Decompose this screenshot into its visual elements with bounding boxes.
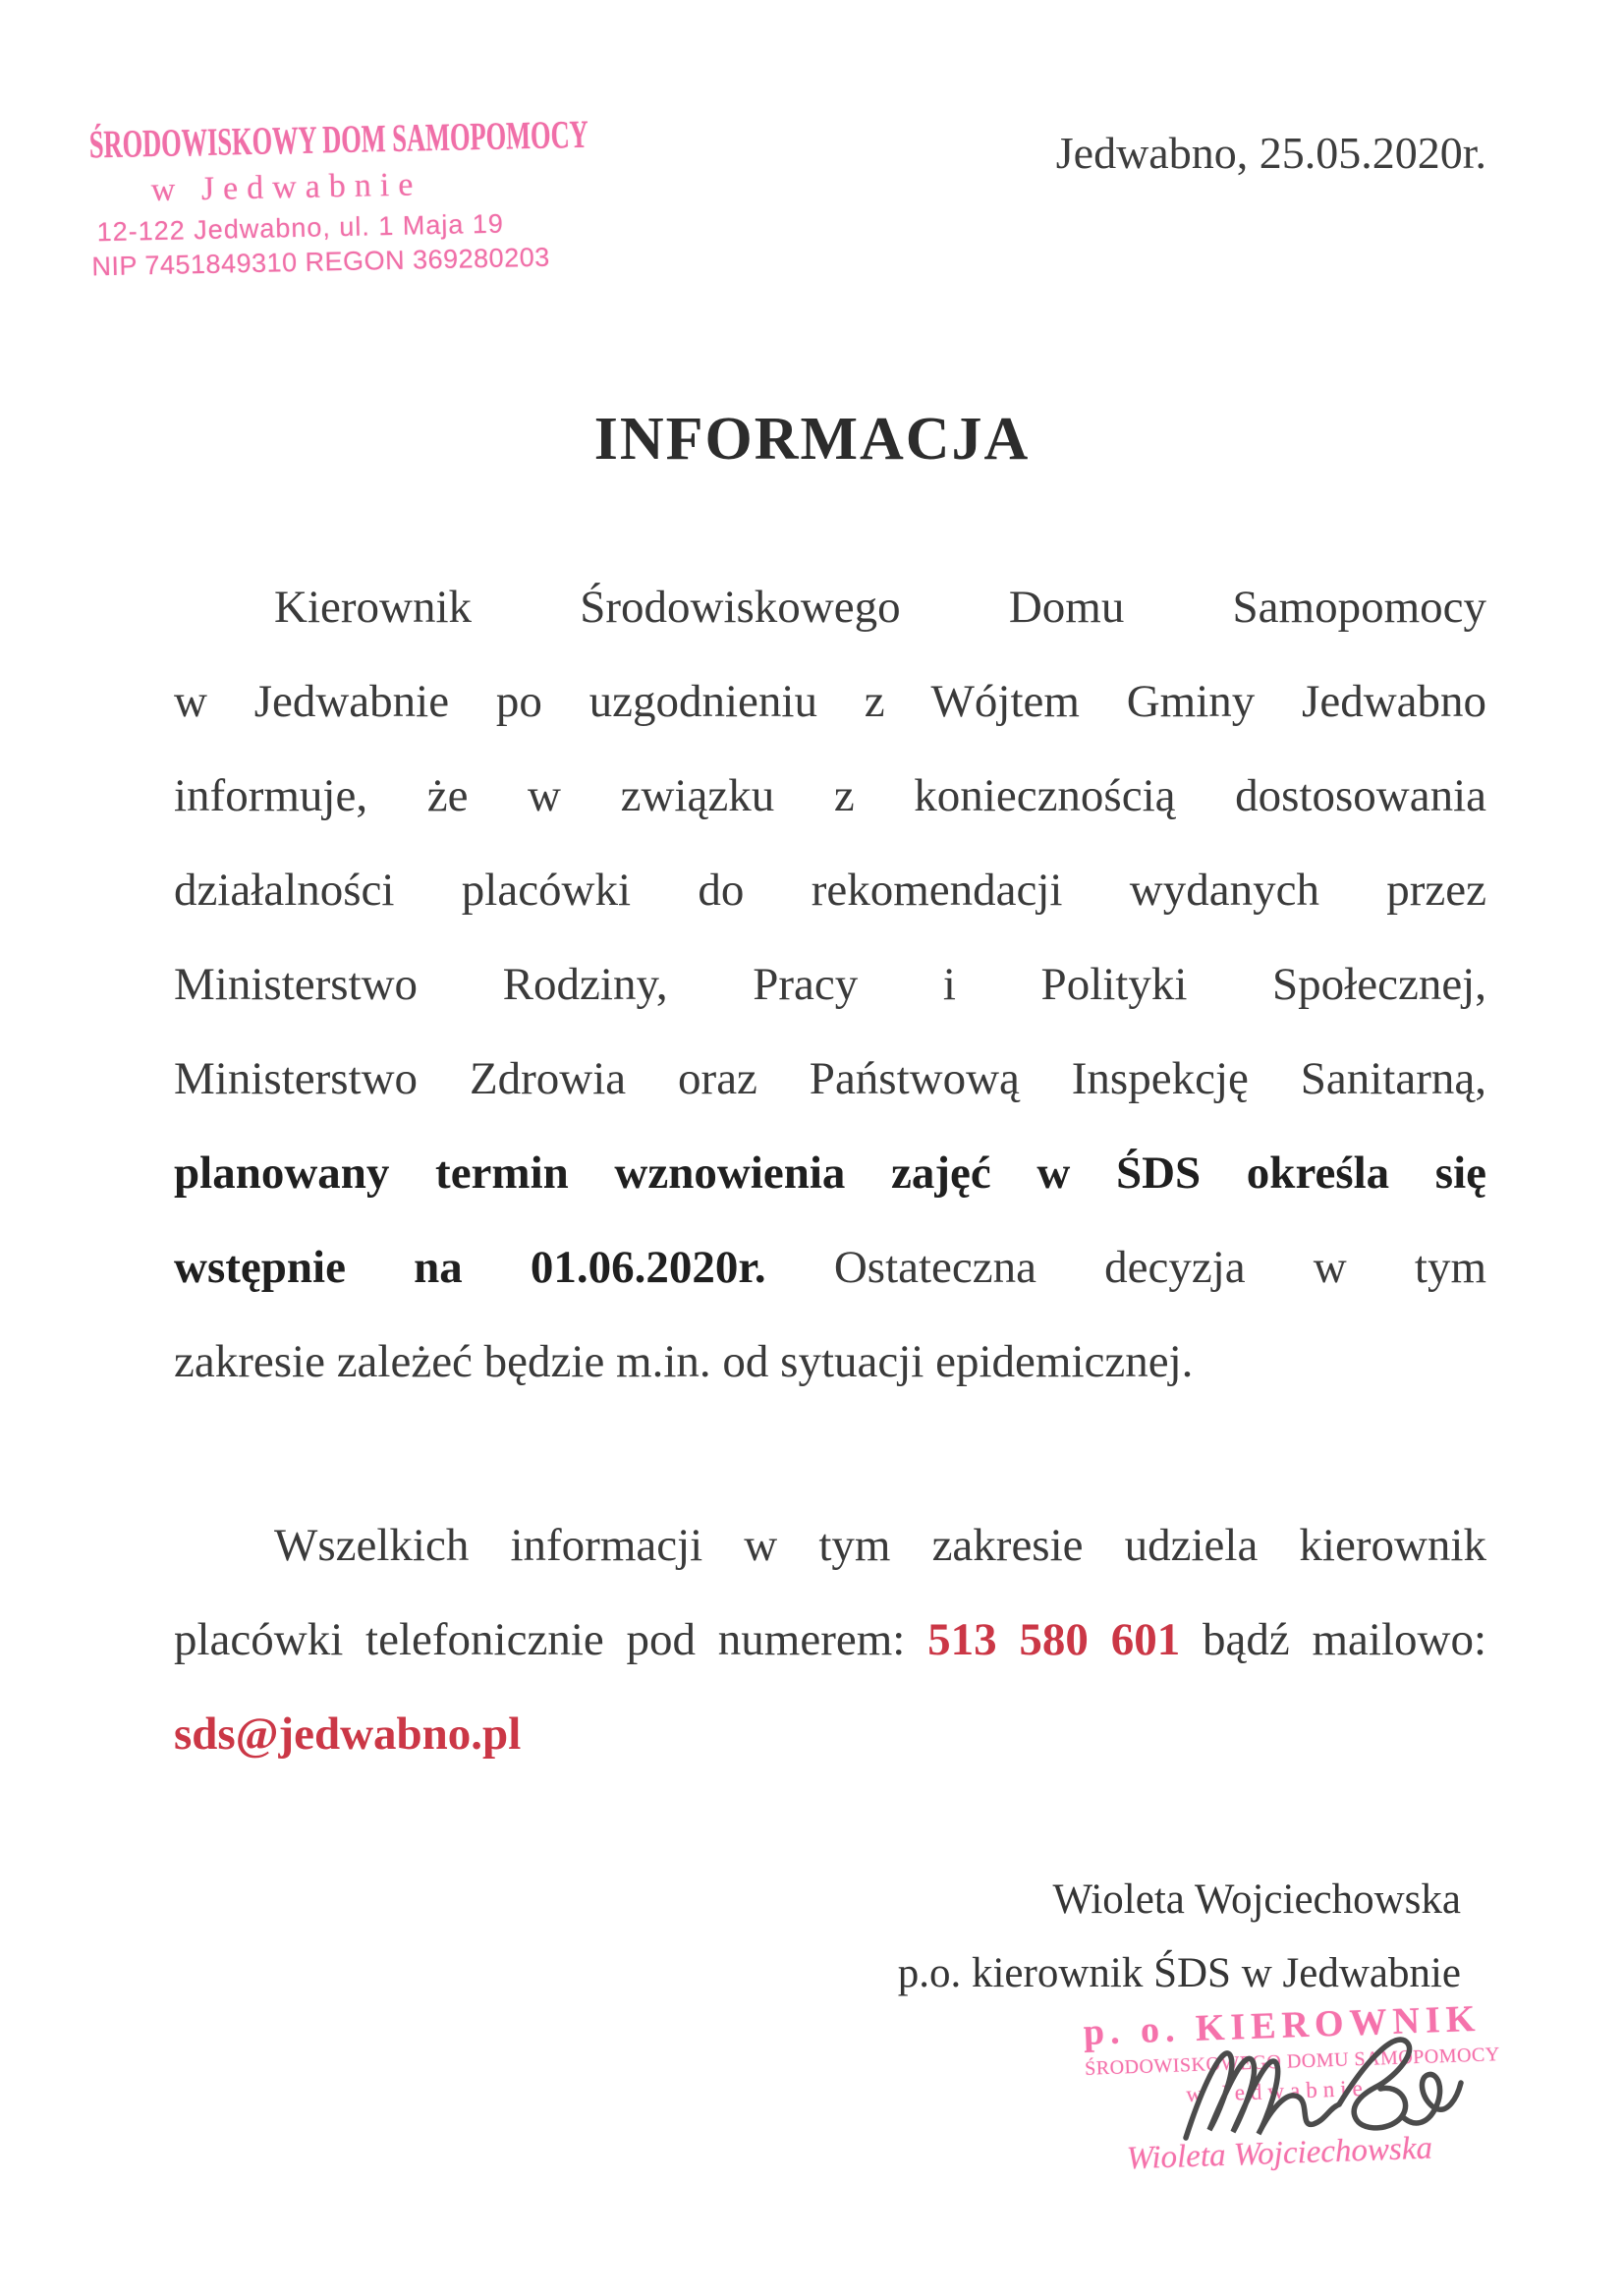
stamp-role-title: p. o. KIEROWNIK [1083, 1997, 1482, 2053]
organization-stamp [88, 111, 589, 284]
body-line-bold: planowany termin wznowienia zajęć w ŚDS określa się [174, 1148, 1486, 1199]
body-line: Ministerstwo Rodziny, Pracy i Polityki Społecznej, [174, 959, 1486, 1010]
body-line: Ministerstwo Zdrowia oraz Państwową Inspekcję Sanitarną, [174, 1053, 1486, 1104]
body-line: Kierownik Środowiskowego Domu Samopomocy [274, 582, 1486, 633]
body-line: informuje, że w związku z koniecznością dostosowania [174, 770, 1486, 821]
body-line: Wszelkich informacji w tym zakresie udziela kierownik [274, 1520, 1486, 1571]
signature-ink-strokes [1174, 2014, 1469, 2161]
paragraph-main [174, 560, 1486, 1409]
resume-date-bold: wstępnie na 01.06.2020r. [174, 1242, 766, 1293]
stamp-org-address: 12-122 Jedwabno, ul. 1 Maja 19 [96, 208, 505, 248]
page-title: INFORMACJA [593, 406, 1031, 473]
stamp-org-name: ŚRODOWISKOWY DOM SAMOPOMOCY [88, 111, 589, 167]
signatory-name: Wioleta Wojciechowska [1052, 1876, 1461, 1923]
handwritten-signature [1174, 2014, 1469, 2161]
body-line: zakresie zależeć będzie m.in. od sytuacji epidemicznej. [174, 1336, 1194, 1387]
body-line: w Jedwabnie po uzgodnieniu z Wójtem Gminy Jedwabno [174, 676, 1486, 727]
paragraph-contact [174, 1498, 1486, 1781]
body-line [174, 1593, 1486, 1687]
signature-block [898, 1863, 1461, 2010]
body-line-part: Ostateczna decyzja w tym [833, 1242, 1487, 1293]
body-line: działalności placówki do rekomendacji wydanych przez [174, 865, 1486, 916]
body-line [174, 1220, 1486, 1315]
email-address: sds@jedwabno.pl [174, 1708, 522, 1760]
stamp-org-city: w Jedwabnie [150, 166, 422, 209]
stamp-role-name: Wioleta Wojciechowska [1126, 2130, 1433, 2177]
stamp-role-city: w Jedwabnie [1185, 2075, 1370, 2107]
body-line-part: bądź mailowo: [1202, 1614, 1487, 1665]
phone-number: 513 580 601 [927, 1614, 1181, 1665]
stamp-role-org: ŚRODOWISKOWEGO DOMU SAMOPOMOCY [1084, 2044, 1501, 2080]
signatory-role: p.o. kierownik ŚDS w Jedwabnie [897, 1950, 1461, 1996]
stamp-org-nip-regon: NIP 7451849310 REGON 369280203 [91, 242, 550, 282]
body-line-part: placówki telefonicznie pod numerem: [174, 1614, 906, 1665]
place-and-date: Jedwabno, 25.05.2020r. [1055, 128, 1486, 178]
